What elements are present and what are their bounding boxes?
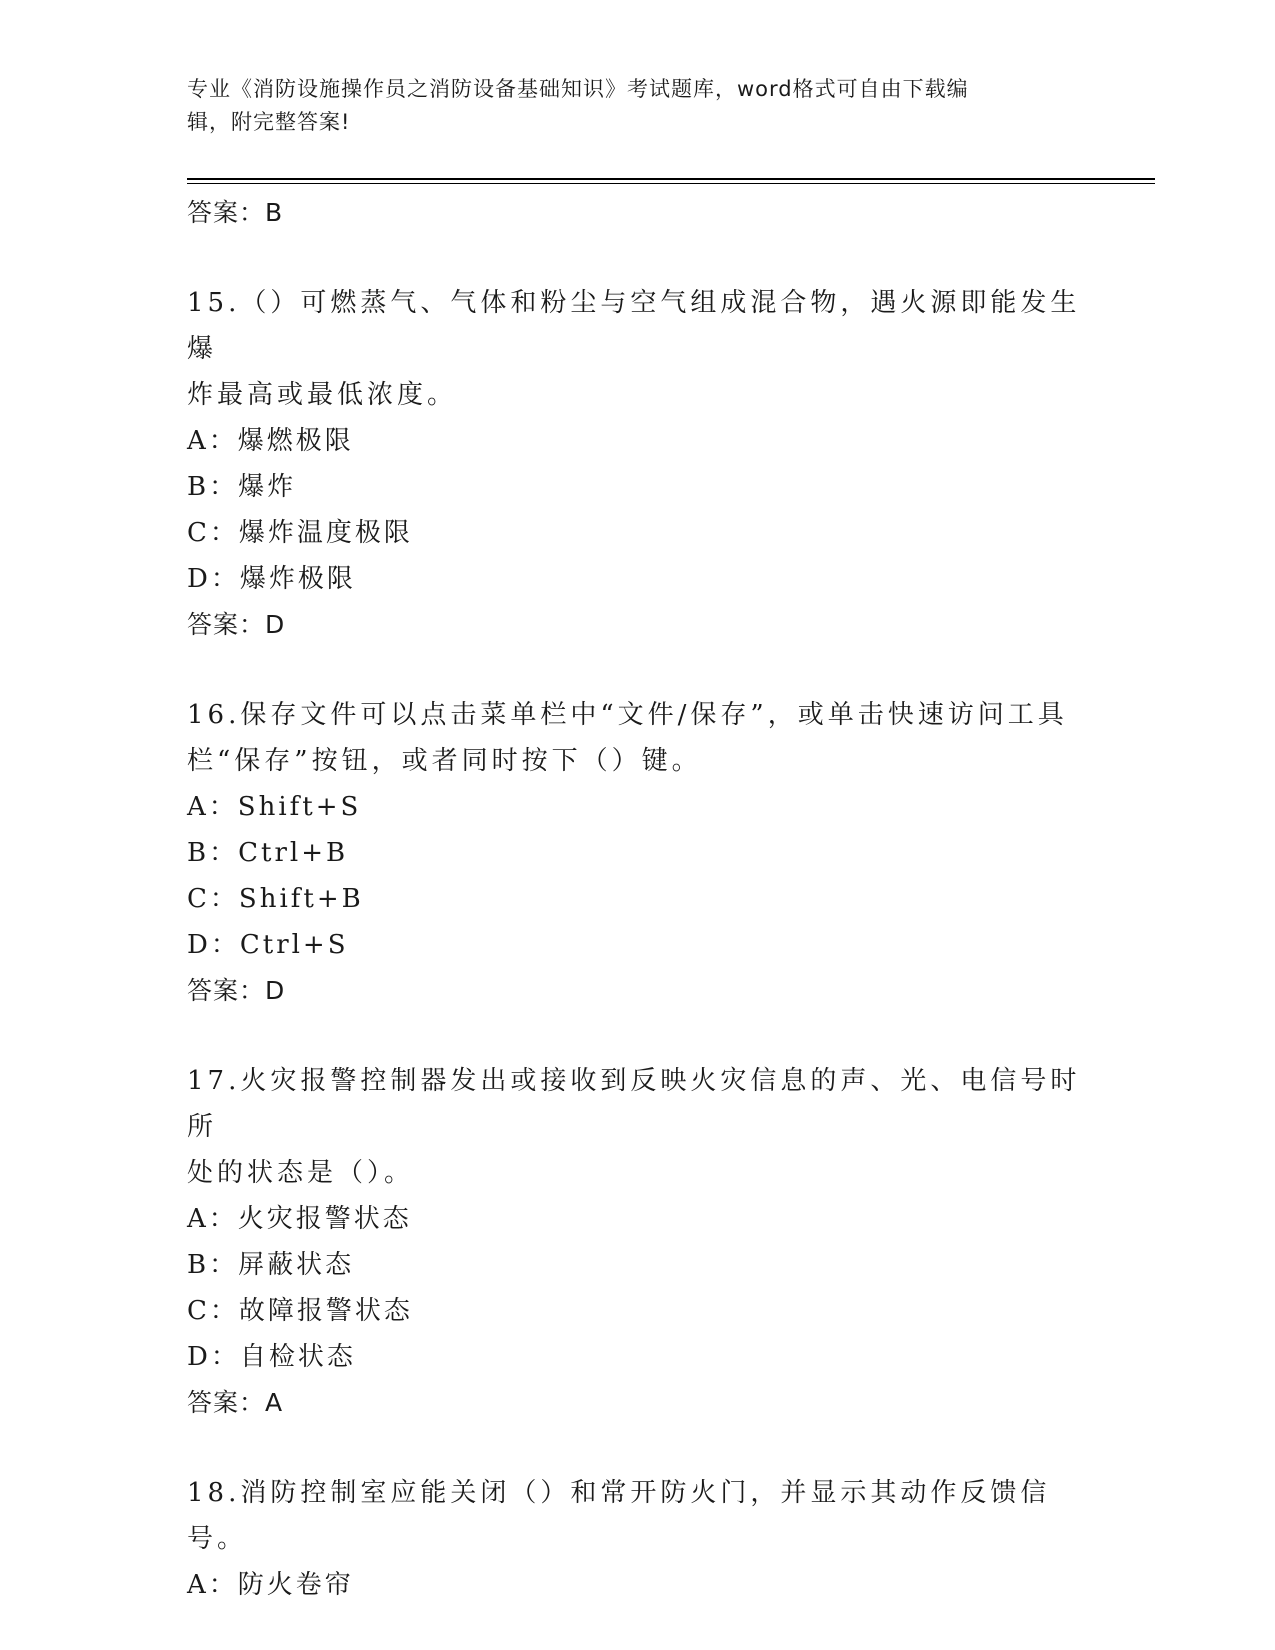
question-15-answer: 答案：D: [187, 610, 286, 639]
question-17-text-line-2: 处的状态是（）。: [187, 1158, 415, 1188]
previous-answer: 答案：B: [187, 198, 284, 227]
question-17-text-line-1: 17.火灾报警控制器发出或接收到反映火灾信息的声、光、电信号时所: [187, 1066, 1081, 1142]
question-16-option-d: D：Ctrl+S: [187, 930, 349, 960]
question-17-option-b: B：屏蔽状态: [187, 1250, 355, 1280]
question-17-option-d: D：自检状态: [187, 1342, 356, 1372]
question-18: [187, 1470, 1087, 1608]
question-16-answer: 答案：D: [187, 976, 286, 1005]
header-line-1: 专业《消防设施操作员之消防设备基础知识》考试题库，word格式可自由下载编: [187, 77, 969, 101]
question-15-option-c: C：爆炸温度极限: [187, 518, 413, 548]
question-17-option-a: A：火灾报警状态: [187, 1204, 412, 1234]
question-15-option-b: B：爆炸: [187, 472, 297, 502]
question-15-text-line-1: 15.（）可燃蒸气、气体和粉尘与空气组成混合物，遇火源即能发生爆: [187, 288, 1081, 364]
question-16-text-line-1: 16.保存文件可以点击菜单栏中“文件/保存”，或单击快速访问工具: [187, 700, 1068, 730]
question-16: [187, 692, 1087, 1013]
document-header: [187, 73, 1067, 139]
question-16-option-b: B：Ctrl+B: [187, 838, 349, 868]
question-17-option-c: C：故障报警状态: [187, 1296, 413, 1326]
header-line-2: 辑，附完整答案!: [187, 110, 351, 134]
question-18-text-line-1: 18.消防控制室应能关闭（）和常开防火门，并显示其动作反馈信号。: [187, 1478, 1051, 1554]
header-divider-thin: [187, 183, 1155, 184]
document-body: [187, 190, 1087, 1608]
question-15-option-a: A：爆燃极限: [187, 426, 354, 456]
question-16-option-a: A：Shift+S: [187, 792, 362, 822]
question-18-option-a: A：防火卷帘: [187, 1570, 354, 1600]
question-17: [187, 1058, 1087, 1425]
question-16-option-c: C：Shift+B: [187, 884, 364, 914]
question-16-text-line-2: 栏“保存”按钮，或者同时按下（）键。: [187, 746, 702, 776]
question-17-answer: 答案：A: [187, 1388, 284, 1417]
question-15: [187, 280, 1087, 647]
question-15-option-d: D：爆炸极限: [187, 564, 356, 594]
question-15-text-line-2: 炸最高或最低浓度。: [187, 380, 458, 410]
header-divider-thick: [187, 178, 1155, 180]
